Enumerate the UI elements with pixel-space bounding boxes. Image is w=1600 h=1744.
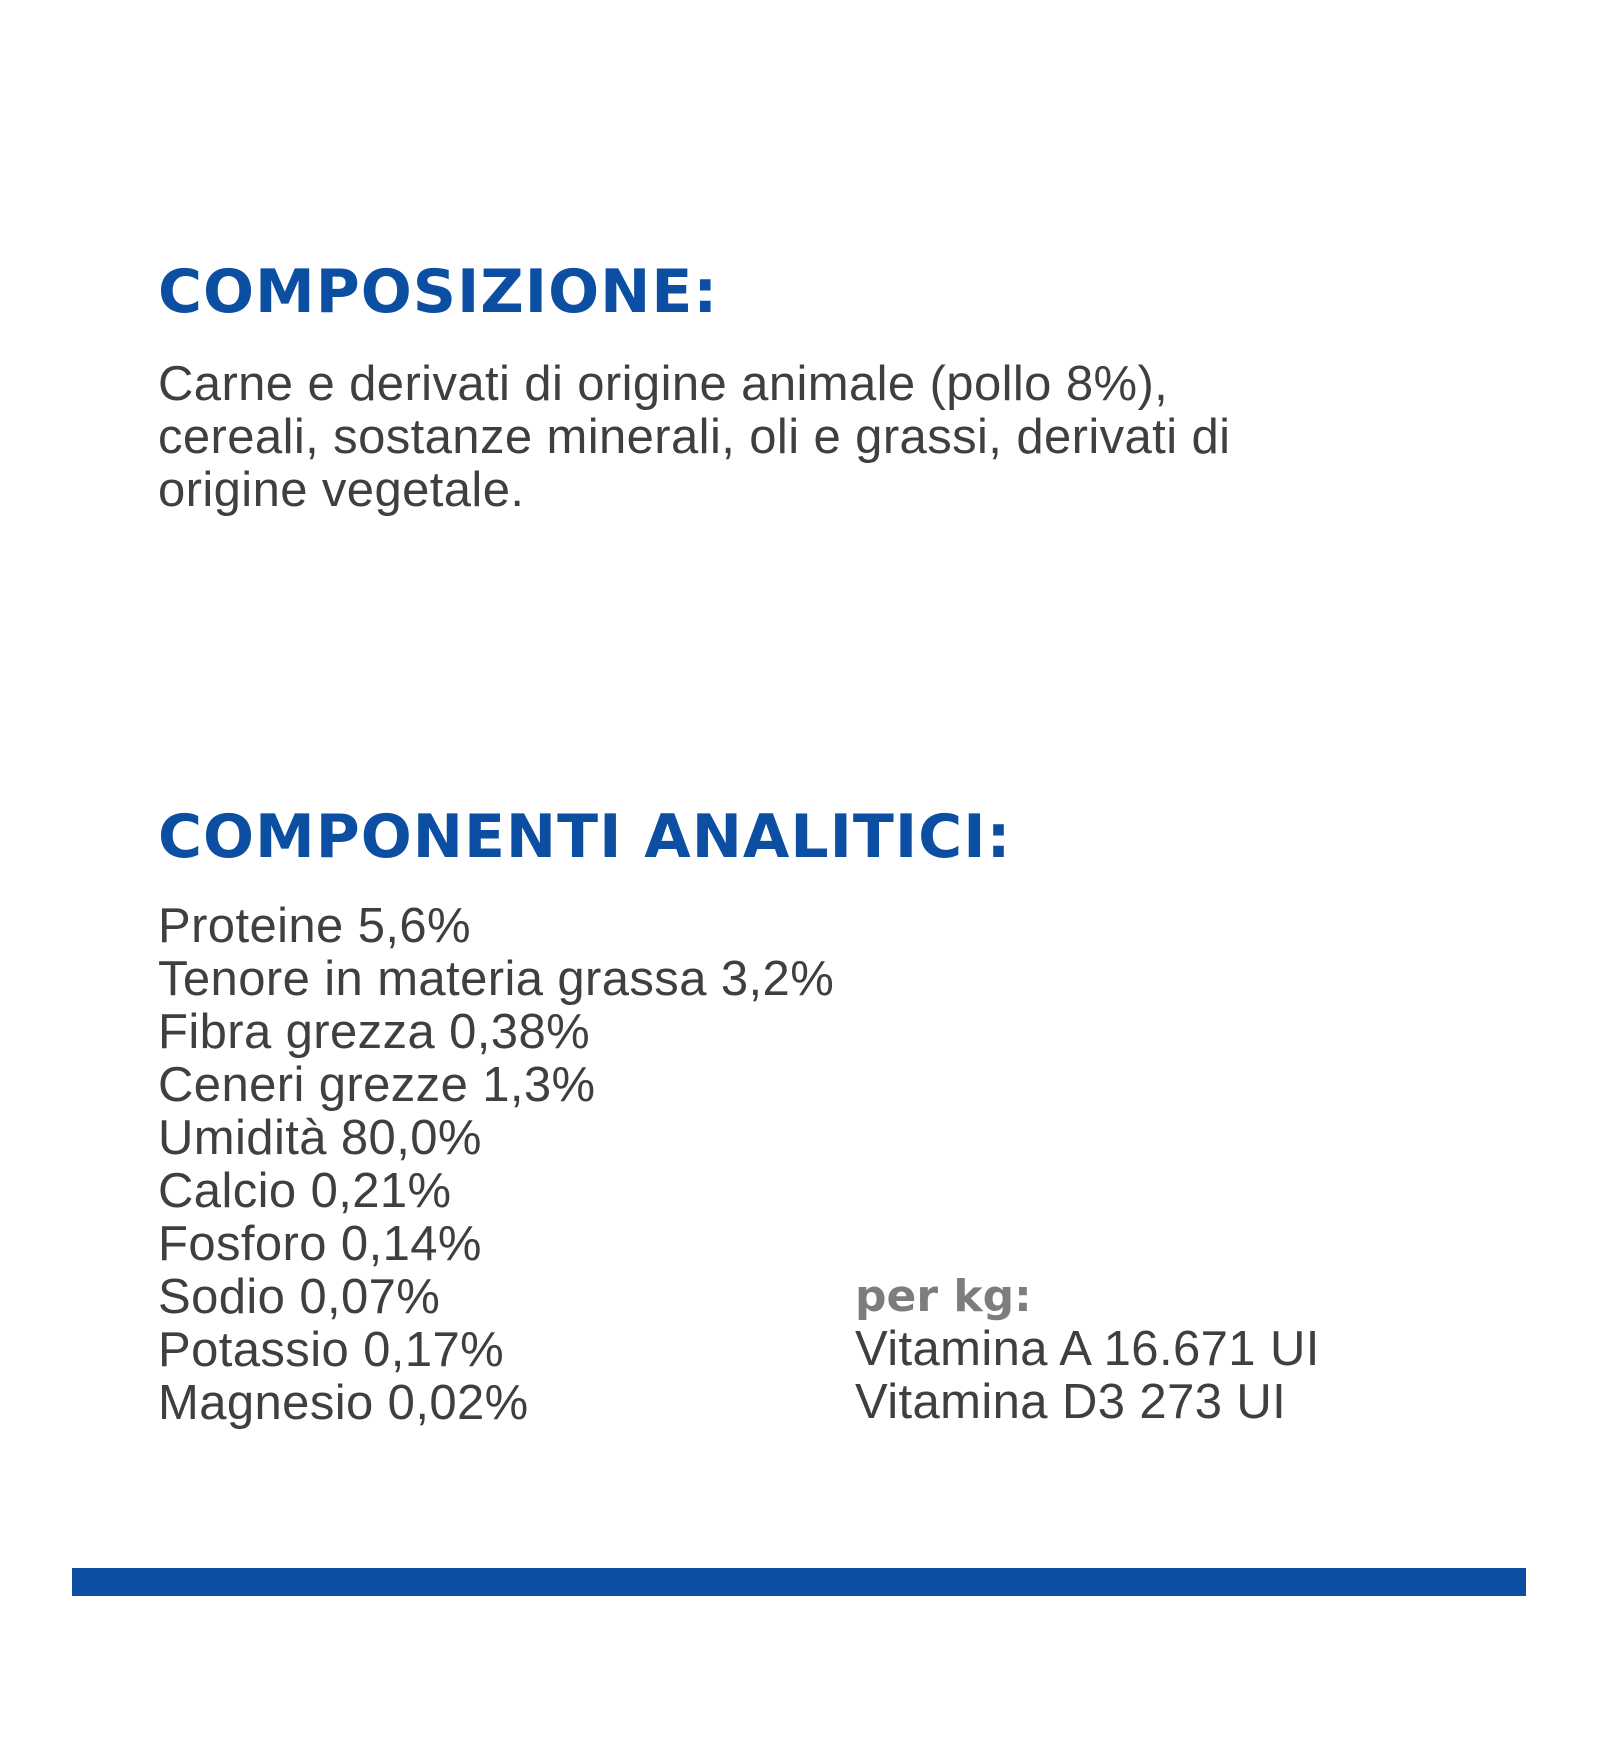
analytic-item-fibra: Fibra grezza 0,38% [158,1005,591,1059]
analytic-item-umidita: Umidità 80,0% [158,1111,482,1165]
composizione-line: cereali, sostanze minerali, oli e grassi, derivati di [158,410,1231,464]
vitamin-list [855,1323,1455,1429]
analytic-item-potassio: Potassio 0,17% [158,1323,505,1377]
analytic-item-calcio: Calcio 0,21% [158,1164,452,1218]
composizione-line: origine vegetale. [158,463,525,517]
analytic-item-grassi: Tenore in materia grassa 3,2% [158,952,835,1006]
vitamin-a-item: Vitamina A 16.671 UI [855,1322,1320,1376]
analytic-item-fosforo: Fosforo 0,14% [158,1217,482,1271]
per-kg-section [855,1270,1455,1429]
analytic-components-list [158,900,878,1430]
composizione-heading: COMPOSIZIONE: [158,257,719,327]
per-kg-label: per kg: [855,1271,1032,1322]
vitamin-d3-item: Vitamina D3 273 UI [855,1375,1287,1429]
composizione-line: Carne e derivati di origine animale (pollo 8%), [158,357,1169,411]
analytic-item-magnesio: Magnesio 0,02% [158,1376,529,1430]
analytic-item-proteine: Proteine 5,6% [158,899,472,953]
footer-bar [72,1568,1526,1596]
componenti-analitici-heading: COMPONENTI ANALITICI: [158,802,1012,872]
analytic-item-ceneri: Ceneri grezze 1,3% [158,1058,596,1112]
composizione-text [158,358,1458,517]
analytic-item-sodio: Sodio 0,07% [158,1270,441,1324]
